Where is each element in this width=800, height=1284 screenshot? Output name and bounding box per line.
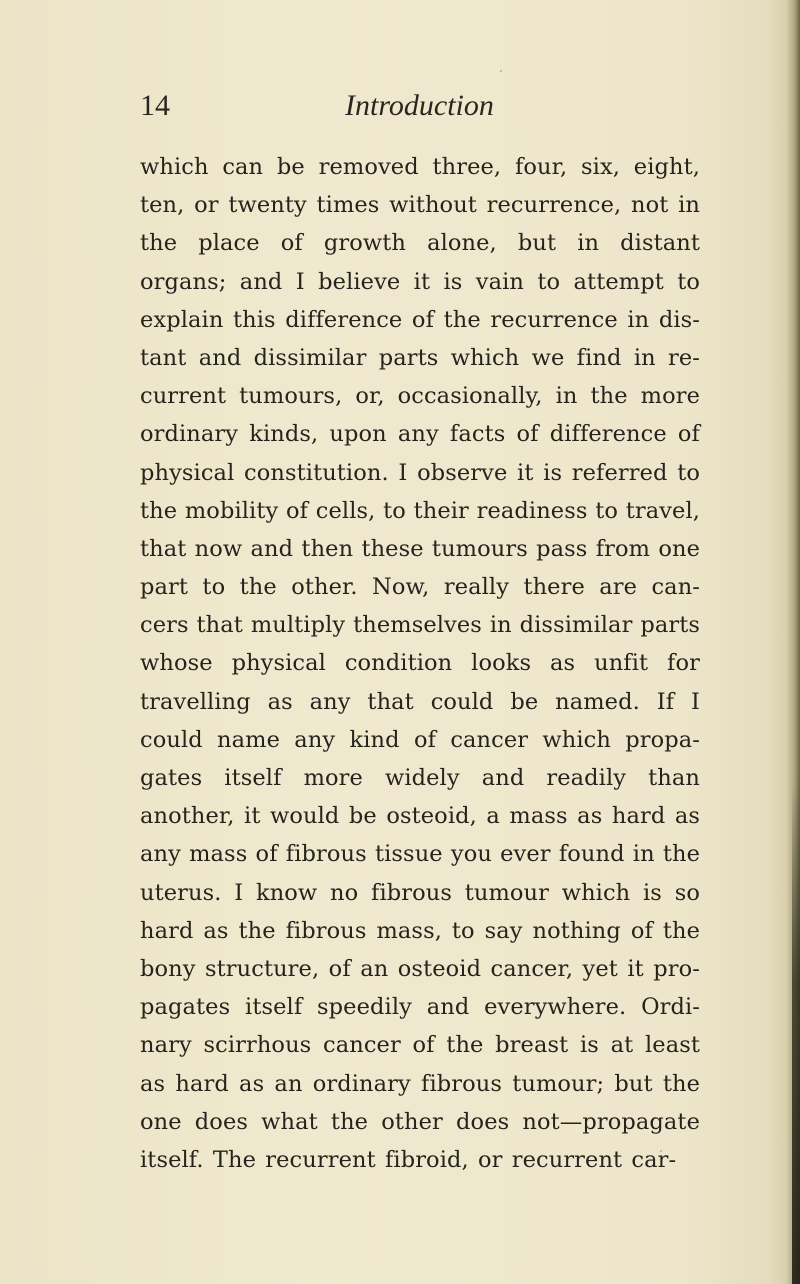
running-head: Introduction — [345, 89, 494, 122]
page-number: 14 — [140, 89, 170, 122]
text-line: as hard as an ordinary fibrous tumour; but the — [140, 1070, 700, 1097]
text-line: gates itself more widely and readily than — [140, 765, 700, 791]
text-line: pagates itself speedily and everywhere. Ordi- — [140, 994, 700, 1021]
text-line: whose physical condition looks as unfit for — [140, 650, 700, 677]
text-line: organs; and I believe it is vain to attempt to — [140, 268, 700, 295]
text-line: cers that multiply themselves in dissimilar parts — [140, 612, 700, 639]
text-line: ten, or twenty times without recurrence, not in — [140, 192, 700, 219]
text-line: any mass of fibrous tissue you ever found in the — [140, 841, 700, 868]
page-header — [0, 86, 800, 130]
text-line: the place of growth alone, but in distant — [140, 230, 700, 257]
body-text — [140, 148, 700, 1179]
text-line: one does what the other does not—propagate — [140, 1108, 700, 1135]
text-line: explain this difference of the recurrence in dis- — [140, 306, 700, 333]
text-line: uterus. I know no fibrous tumour which is so — [140, 879, 700, 906]
text-line: physical constitution. I observe it is referred to — [140, 459, 700, 486]
text-line: bony structure, of an osteoid cancer, yet it pro- — [140, 955, 700, 982]
text-line: which can be removed three, four, six, eight, — [140, 154, 700, 180]
text-line: nary scirrhous cancer of the breast is at least — [140, 1032, 700, 1059]
text-line: itself. The recurrent fibroid, or recurrent car- — [140, 1146, 677, 1173]
text-line: tant and dissimilar parts which we find in re- — [140, 344, 700, 371]
text-line: travelling as any that could be named. If I — [140, 688, 700, 715]
text-line: that now and then these tumours pass from one — [140, 535, 700, 562]
text-line: part to the other. Now, really there are can- — [140, 574, 700, 601]
text-line: ordinary kinds, upon any facts of difference of — [140, 421, 700, 448]
paper-speck — [500, 70, 502, 72]
page-edge-binding — [792, 780, 800, 1284]
text-line: could name any kind of cancer which propa- — [140, 726, 700, 753]
text-line: current tumours, or, occasionally, in the more — [140, 383, 700, 410]
text-line: another, it would be osteoid, a mass as hard as — [140, 803, 700, 830]
text-line: the mobility of cells, to their readiness to travel, — [140, 497, 700, 524]
text-line: hard as the fibrous mass, to say nothing of the — [140, 917, 700, 944]
